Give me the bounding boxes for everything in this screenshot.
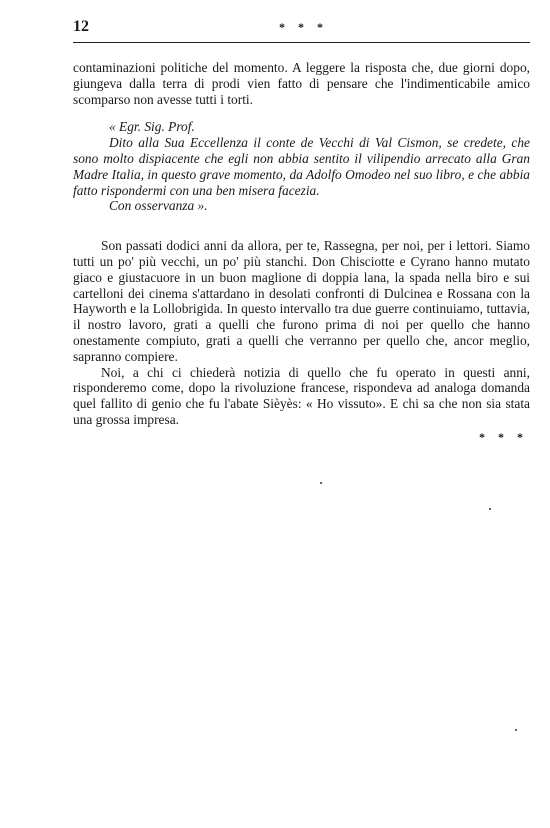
page-header <box>73 18 530 40</box>
print-speck <box>515 729 517 731</box>
letter-salutation: « Egr. Sig. Prof. <box>109 119 195 135</box>
page-number: 12 <box>73 18 89 35</box>
print-speck <box>320 482 322 484</box>
letter-closing: Con osservanza ». <box>109 198 208 214</box>
paragraph-rassegna: Son passati dodici anni da allora, per te, Rassegna, per noi, per i lettori. Siamo tutti un po' più vecchi, un po' più stanchi. Don Chisciotte e Cyrano hanno mutato giaco e giustacuore in un buon maglione di doppia lana, la spada nella biro e sui cartelloni dei cinema s'attardano in desolati confronti di Dulcinea e Rossana con la Hayworth e la Lollobrigida. In questo intervallo tra due guerre continuiamo, tuttavia, il nostro lavoro, grati a quelli che furono prima di noi per quello che hanno onestamente compiuto, grati a quelli che verranno per quello che, ancor meglio, sapranno compiere. <box>73 238 530 364</box>
paragraph-closing: Noi, a chi ci chiederà notizia di quello che fu operato in questi anni, risponderemo come, dopo la rivoluzione francese, rispondeva ad analoga domanda quel fallito di genio che fu l'abate Sièyès: « Ho vissuto». E chi sa che non sia stata una grossa impresa. <box>73 364 530 427</box>
paragraph-continuation: contaminazioni politiche del momento. A leggere la risposta che, due giorni dopo, giungeva dalla terra di prodi vien fatto di pensare che l'indimenticabile amico scomparso non avesse tutti i torti. <box>73 60 530 107</box>
paragraph-gap <box>73 214 530 238</box>
print-speck <box>489 508 491 510</box>
header-asterisks: * * * <box>279 20 328 34</box>
end-asterisks: * * * <box>479 429 528 444</box>
body-text <box>73 60 530 446</box>
header-rule <box>73 42 530 43</box>
letter-body: Dito alla Sua Eccellenza il conte de Vecchi di Val Cismon, se credete, che sono molto dispiacente che egli non abbia sentito il vilipendio arrecato alla Gran Madre Italia, in questo grave momento, da Adolfo Omodeo nel suo libro, e che abbia fatto rispondermi con una ben misera facezia. <box>73 135 530 198</box>
